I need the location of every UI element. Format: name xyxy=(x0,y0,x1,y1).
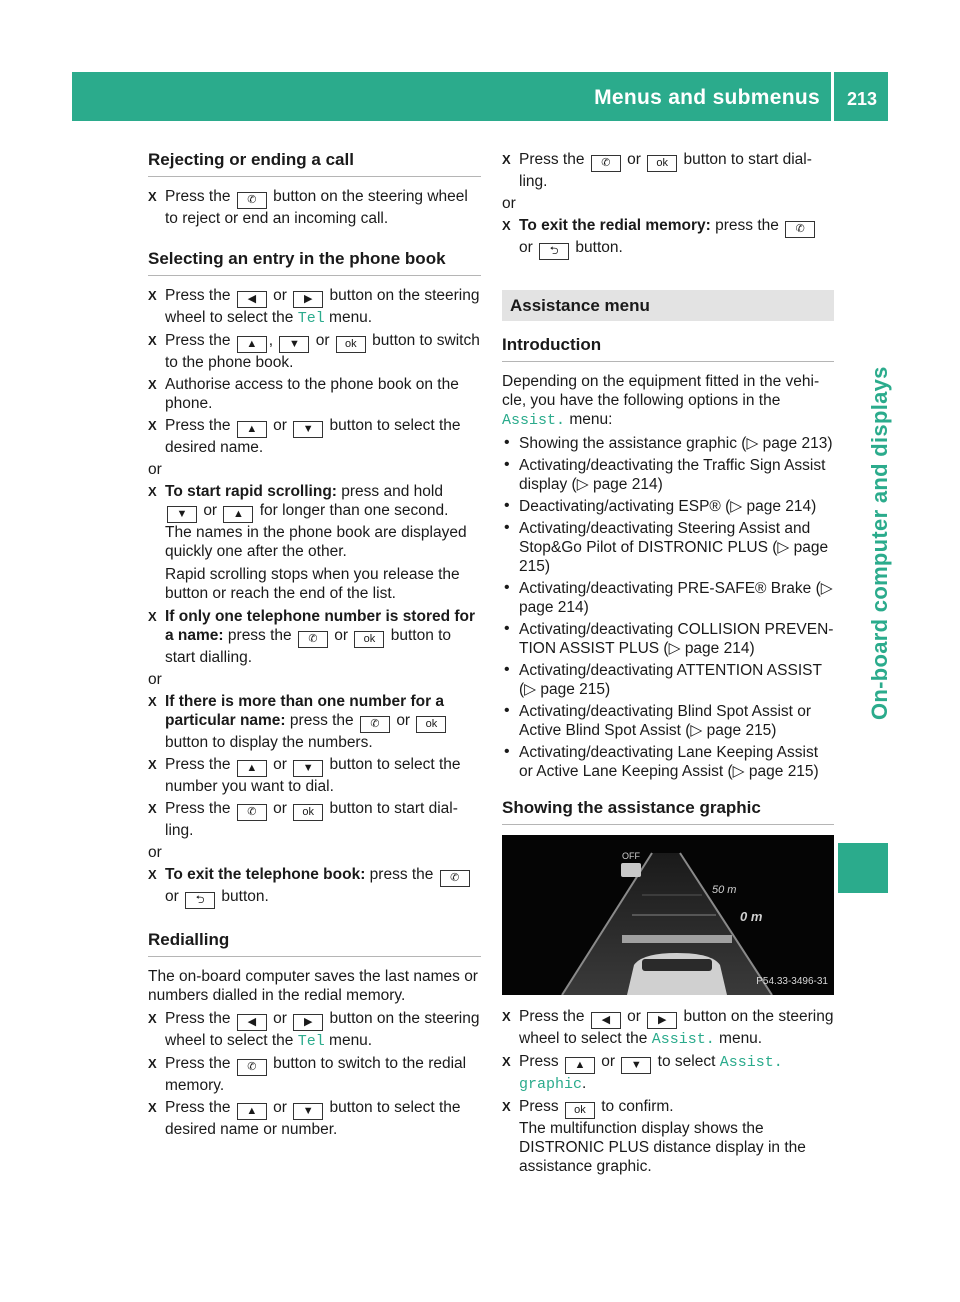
list-item: • Activating/deactivating the Traffic Sign Assist display (▷ page 214) xyxy=(502,456,834,494)
hang-up-icon: ✆ xyxy=(440,870,470,887)
paragraph: Depending on the equipment fitted in the vehi- cle, you have the following options in the Assist. menu: xyxy=(502,373,820,429)
up-arrow-icon: ▲ xyxy=(237,760,267,777)
ok-icon: ok xyxy=(336,336,366,353)
right-column xyxy=(502,150,834,1180)
chapter-side-block xyxy=(838,843,888,893)
or-text: or xyxy=(148,461,162,478)
menu-name-tel: Tel xyxy=(297,310,325,327)
paragraph: The on-board computer saves the last names or numbers dialled in the redial memory. xyxy=(148,968,478,1004)
page-section-title: Menus and submenus xyxy=(594,86,820,109)
step: X Press the ✆ button to switch to the redial memory. xyxy=(148,1054,481,1095)
list-item: • Activating/deactivating ATTENTION ASSIST (▷ page 215) xyxy=(502,661,834,699)
figure-id: P54.33-3496-31 xyxy=(756,976,828,987)
right-arrow-icon: ▶ xyxy=(647,1012,677,1029)
heading-redialling: Redialling xyxy=(148,930,481,957)
heading-introduction: Introduction xyxy=(502,335,834,362)
or-text: or xyxy=(148,671,162,688)
menu-name-tel: Tel xyxy=(297,1033,325,1050)
phone-icon: ✆ xyxy=(237,1059,267,1076)
ok-icon: ok xyxy=(416,716,446,733)
hang-up-icon: ✆ xyxy=(785,221,815,238)
right-arrow-icon: ▶ xyxy=(293,291,323,308)
header-bar xyxy=(72,72,888,121)
or-text: or xyxy=(148,844,162,861)
down-arrow-icon: ▼ xyxy=(279,336,309,353)
left-column xyxy=(148,150,481,1142)
header-divider xyxy=(831,72,834,121)
step: X Press the ◀ or ▶ button on the steering wheel to select the Assist. menu. xyxy=(502,1007,834,1049)
down-arrow-icon: ▼ xyxy=(293,421,323,438)
step: X Press the ✆ or ok button to start dial- ling. xyxy=(148,799,481,840)
list-item: • Activating/deactivating Steering Assist and Stop&Go Pilot of DISTRONIC PLUS (▷ page 215) xyxy=(502,519,834,576)
back-icon: ⮌ xyxy=(539,243,569,260)
back-icon: ⮌ xyxy=(185,892,215,909)
assistance-graphic-image xyxy=(502,835,834,995)
up-arrow-icon: ▲ xyxy=(237,421,267,438)
step: X To exit the redial memory: press the ✆ or ⮌ button. xyxy=(502,216,834,260)
heading-rejecting-call: Rejecting or ending a call xyxy=(148,150,481,177)
distance-50m-label: 50 m xyxy=(712,884,737,896)
step: X Press the ▲ or ▼ button to select the number you want to dial. xyxy=(148,755,481,796)
off-label: OFF xyxy=(622,851,640,861)
right-arrow-icon: ▶ xyxy=(293,1014,323,1031)
step: X If there is more than one number for a particular name: press the ✆ or ok button to display the numbers. xyxy=(148,692,481,752)
ok-icon: ok xyxy=(354,631,384,648)
page-number: 213 xyxy=(846,89,878,109)
list-item: • Deactivating/activating ESP® (▷ page 214) xyxy=(502,497,834,516)
or-text: or xyxy=(502,195,516,212)
down-arrow-icon: ▼ xyxy=(621,1057,651,1074)
down-arrow-icon: ▼ xyxy=(167,506,197,523)
up-arrow-icon: ▲ xyxy=(565,1057,595,1074)
step: X Press the ▲ or ▼ button to select the desired name. xyxy=(148,416,481,457)
step: X If only one telephone number is stored for a name: press the ✆ or ok button to start dialling. xyxy=(148,607,481,667)
list-item: • Showing the assistance graphic (▷ page 213) xyxy=(502,434,834,453)
step: X Press the ◀ or ▶ button on the steering wheel to select the Tel menu. xyxy=(148,1009,481,1051)
ok-icon: ok xyxy=(647,155,677,172)
chapter-side-label: On-board computer and displays xyxy=(867,366,892,720)
ok-icon: ok xyxy=(565,1102,595,1119)
step: X Press the ✆ or ok button to start dial- ling. xyxy=(502,150,834,191)
assistance-menu-heading: Assistance menu xyxy=(502,290,834,321)
step: X Press ▲ or ▼ to select Assist. graphic. xyxy=(502,1052,834,1094)
step: X To start rapid scrolling: press and hold ▼ or ▲ for longer than one second. The names in the phone book are displayed quickly one after the other. Rapid scrolling stops when you release the button or reach the end of the list. xyxy=(148,482,481,603)
phone-icon: ✆ xyxy=(237,804,267,821)
menu-name-graphic: graphic xyxy=(519,1076,583,1093)
step: X Press the ▲ , ▼ or ok button to switch to the phone book. xyxy=(148,331,481,372)
phone-icon: ✆ xyxy=(591,155,621,172)
left-arrow-icon: ◀ xyxy=(237,291,267,308)
phone-icon: ✆ xyxy=(298,631,328,648)
list-item: • Activating/deactivating PRE-SAFE® Brake (▷ page 214) xyxy=(502,579,834,617)
down-arrow-icon: ▼ xyxy=(293,760,323,777)
up-arrow-icon: ▲ xyxy=(223,506,253,523)
phone-icon: ✆ xyxy=(360,716,390,733)
step: X Press the ◀ or ▶ button on the steering wheel to select the Tel menu. xyxy=(148,286,481,328)
list-item: • Activating/deactivating Lane Keeping Assist or Active Lane Keeping Assist (▷ page 215) xyxy=(502,743,834,781)
road-graphic xyxy=(502,835,834,995)
list-item: • Activating/deactivating Blind Spot Assist or Active Blind Spot Assist (▷ page 215) xyxy=(502,702,834,740)
menu-name-assist: Assist. xyxy=(719,1054,783,1071)
step: X Press the ▲ or ▼ button to select the desired name or number. xyxy=(148,1098,481,1139)
list-item: • Activating/deactivating COLLISION PREVEN- TION ASSIST PLUS (▷ page 214) xyxy=(502,620,834,658)
left-arrow-icon: ◀ xyxy=(591,1012,621,1029)
heading-assistance-graphic: Showing the assistance graphic xyxy=(502,798,834,825)
menu-name-assist: Assist. xyxy=(502,412,566,429)
step: X To exit the telephone book: press the ✆ or ⮌ button. xyxy=(148,865,481,909)
left-arrow-icon: ◀ xyxy=(237,1014,267,1031)
down-arrow-icon: ▼ xyxy=(293,1103,323,1120)
up-arrow-icon: ▲ xyxy=(237,1103,267,1120)
distance-0m-label: 0 m xyxy=(740,909,763,924)
step: X Authorise access to the phone book on the phone. xyxy=(148,375,481,413)
up-arrow-icon: ▲ xyxy=(237,336,267,353)
step: X Press ok to confirm. The multifunction display shows the DISTRONIC PLUS distance display in the assistance graphic. xyxy=(502,1097,834,1176)
heading-phone-book: Selecting an entry in the phone book xyxy=(148,249,481,276)
menu-name-assist: Assist. xyxy=(651,1031,715,1048)
step: X Press the ✆ button on the steering wheel to reject or end an incoming call. xyxy=(148,187,481,228)
hang-up-icon: ✆ xyxy=(237,192,267,209)
ok-icon: ok xyxy=(293,804,323,821)
